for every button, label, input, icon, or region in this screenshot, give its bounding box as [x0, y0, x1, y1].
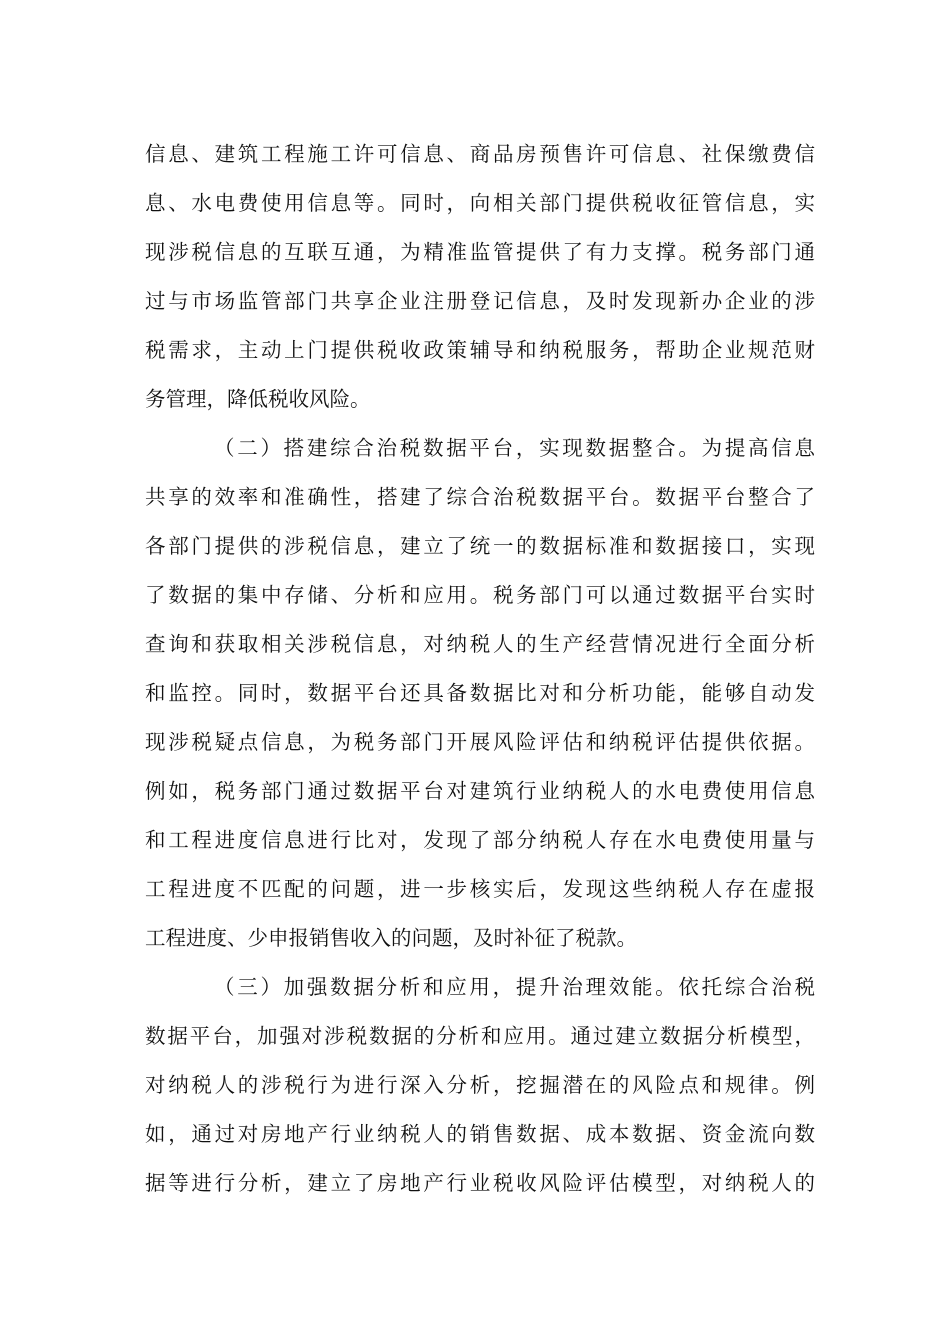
text-line: 信息、建筑工程施工许可信息、商品房预售许可信息、社保缴费信 — [145, 142, 815, 166]
text-line: 和监控。同时，数据平台还具备数据比对和分析功能，能够自动发 — [145, 681, 815, 705]
text-line: 对纳税人的涉税行为进行深入分析，挖掘潜在的风险点和规律。例 — [145, 1073, 815, 1097]
text-line: 务管理，降低税收风险。 — [145, 387, 371, 411]
text-line: 工程进度不匹配的问题，进一步核实后，发现这些纳税人存在虚报 — [145, 877, 815, 901]
text-line: 各部门提供的涉税信息，建立了统一的数据标准和数据接口，实现 — [145, 534, 815, 558]
text-line: 过与市场监管部门共享企业注册登记信息，及时发现新办企业的涉 — [145, 289, 815, 313]
text-line: 据等进行分析，建立了房地产行业税收风险评估模型，对纳税人的 — [145, 1171, 815, 1195]
text-line: 了数据的集中存储、分析和应用。税务部门可以通过数据平台实时 — [145, 583, 815, 607]
text-line: 如，通过对房地产行业纳税人的销售数据、成本数据、资金流向数 — [145, 1122, 815, 1146]
text-line: 例如，税务部门通过数据平台对建筑行业纳税人的水电费使用信息 — [145, 779, 815, 803]
text-line: 共享的效率和准确性，搭建了综合治税数据平台。数据平台整合了 — [145, 485, 815, 509]
paragraph-heading-line: （二）搭建综合治税数据平台，实现数据整合。为提高信息 — [214, 436, 815, 460]
text-line: 税需求，主动上门提供税收政策辅导和纳税服务，帮助企业规范财 — [145, 338, 815, 362]
text-line: 现涉税信息的互联互通，为精准监管提供了有力支撑。税务部门通 — [145, 240, 815, 264]
text-line: 工程进度、少申报销售收入的问题，及时补征了税款。 — [145, 926, 637, 950]
text-line: 查询和获取相关涉税信息，对纳税人的生产经营情况进行全面分析 — [145, 632, 815, 656]
text-line: 息、水电费使用信息等。同时，向相关部门提供税收征管信息，实 — [145, 191, 815, 215]
text-line: 和工程进度信息进行比对，发现了部分纳税人存在水电费使用量与 — [145, 828, 815, 852]
text-line: 现涉税疑点信息，为税务部门开展风险评估和纳税评估提供依据。 — [145, 730, 815, 754]
paragraph-heading-line: （三）加强数据分析和应用，提升治理效能。依托综合治税 — [214, 975, 815, 999]
text-line: 数据平台，加强对涉税数据的分析和应用。通过建立数据分析模型， — [145, 1024, 815, 1048]
